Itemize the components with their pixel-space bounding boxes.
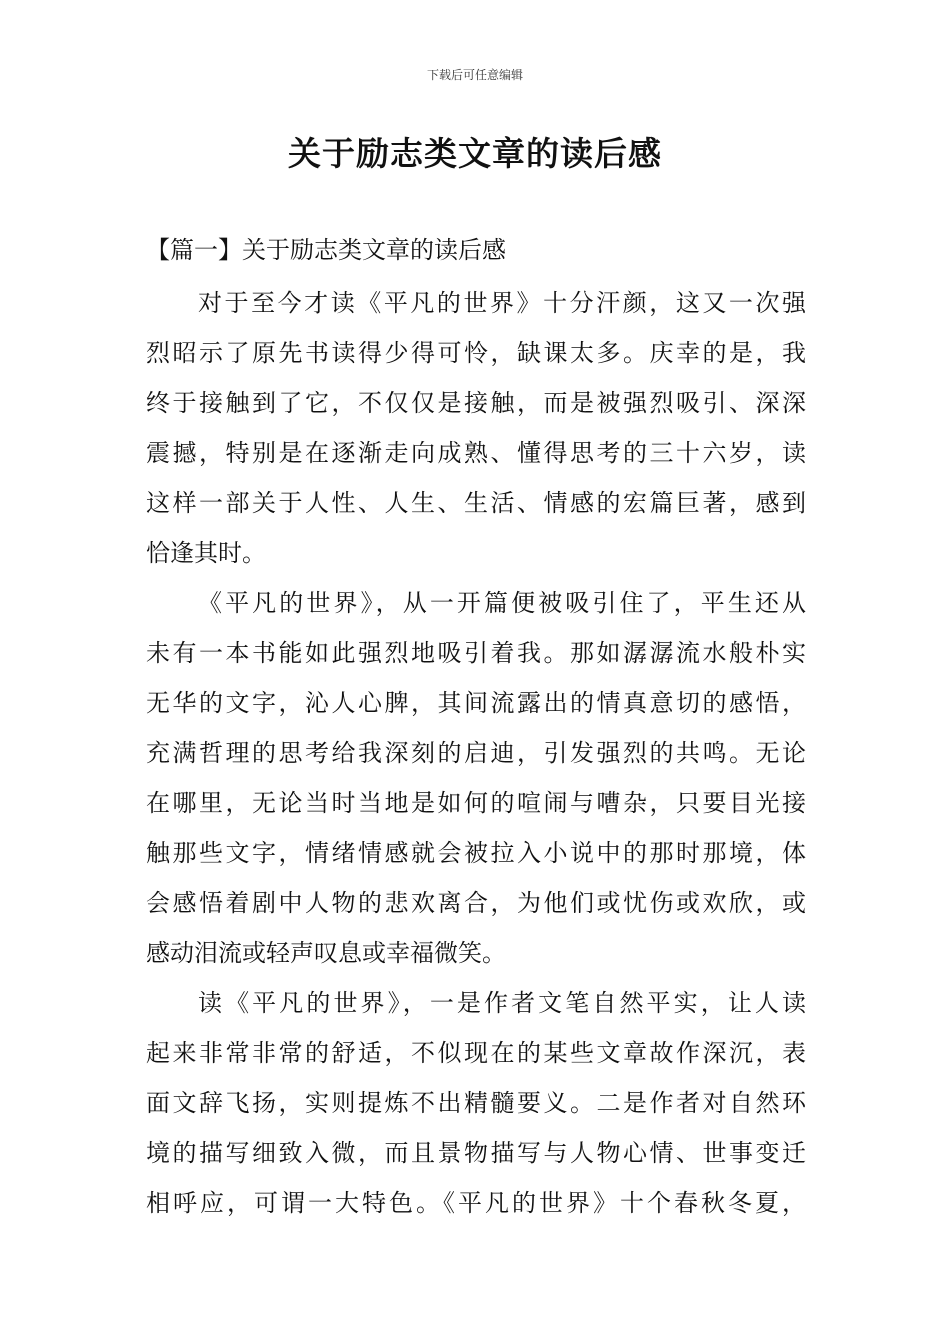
text-line: 这样一部关于人性、人生、生活、情感的宏篇巨著，感到: [146, 489, 806, 517]
text-line: 读《平凡的世界》，一是作者文笔自然平实，让人读: [198, 989, 806, 1017]
text-line: 在哪里，无论当时当地是如何的喧闹与嘈杂，只要目光接: [146, 789, 806, 817]
text-line: 触那些文字，情绪情感就会被拉入小说中的那时那境，体: [146, 839, 806, 867]
text-line: 充满哲理的思考给我深刻的启迪，引发强烈的共鸣。无论: [146, 739, 806, 767]
text-line: 感动泪流或轻声叹息或幸福微笑。: [146, 939, 506, 967]
text-line: 相呼应，可谓一大特色。《平凡的世界》十个春秋冬夏，: [146, 1189, 806, 1217]
text-line: 境的描写细致入微，而且景物描写与人物心情、世事变迁: [146, 1139, 806, 1167]
text-line: 会感悟着剧中人物的悲欢离合，为他们或忧伤或欢欣，或: [146, 889, 806, 917]
section-heading: 【篇一】关于励志类文章的读后感: [146, 236, 506, 264]
text-line: 烈昭示了原先书读得少得可怜，缺课太多。庆幸的是，我: [146, 339, 806, 367]
text-line: 无华的文字，沁人心脾，其间流露出的情真意切的感悟，: [146, 689, 806, 717]
text-line: 震撼，特别是在逐渐走向成熟、懂得思考的三十六岁，读: [146, 439, 806, 467]
body-text: [146, 278, 806, 1228]
paragraph-3: [146, 978, 806, 1228]
paragraph-2: [146, 578, 806, 978]
text-line: 恰逢其时。: [146, 539, 266, 567]
text-line: 对于至今才读《平凡的世界》十分汗颜，这又一次强: [198, 289, 806, 317]
text-line: 面文辞飞扬，实则提炼不出精髓要义。二是作者对自然环: [146, 1089, 806, 1117]
document-title: 关于励志类文章的读后感: [288, 134, 662, 173]
text-line: 终于接触到了它，不仅仅是接触，而是被强烈吸引、深深: [146, 389, 806, 417]
page-header-note: 下载后可任意编辑: [426, 68, 523, 82]
text-line: 未有一本书能如此强烈地吸引着我。那如潺潺流水般朴实: [146, 639, 806, 667]
text-line: 《平凡的世界》，从一开篇便被吸引住了，平生还从: [198, 589, 806, 617]
text-line: 起来非常非常的舒适，不似现在的某些文章故作深沉，表: [146, 1039, 806, 1067]
paragraph-1: [146, 278, 806, 578]
